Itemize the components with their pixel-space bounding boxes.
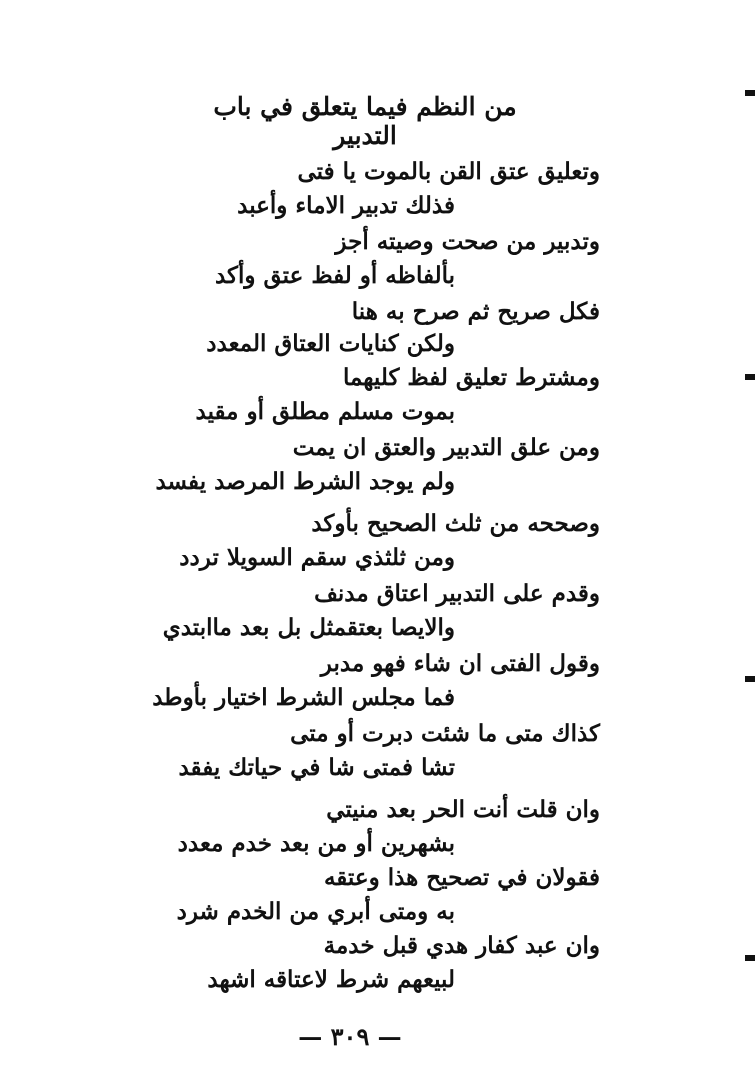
verse-line: ولكن كنايات العتاق المعدد: [206, 330, 455, 357]
verse-line: وتدبير من صحت وصيته أجز: [335, 228, 600, 255]
verse-line: وقدم على التدبير اعتاق مدنف: [314, 580, 600, 607]
verse-line: فكل صريح ثم صرح به هنا: [351, 298, 600, 325]
verse-line: ومن ثلثذي سقم السويلا تردد: [179, 544, 455, 571]
verse-line: وتعليق عتق القن بالموت يا فتى: [297, 158, 600, 185]
verse-line: فما مجلس الشرط اختيار بأوطد: [152, 684, 455, 711]
edge-mark: [745, 374, 755, 380]
verse-line: بألفاظه أو لفظ عتق وأكد: [214, 262, 455, 289]
verse-line: تشا فمتى شا في حياتك يفقد: [178, 754, 455, 781]
edge-mark: [745, 676, 755, 682]
verse-line: بموت مسلم مطلق أو مقيد: [195, 398, 455, 425]
verse-line: لبيعهم شرط لاعتاقه اشهد: [207, 966, 455, 993]
verse-line: فذلك تدبير الاماء وأعبد: [237, 192, 455, 219]
verse-line: ومشترط تعليق لفظ كليهما: [343, 364, 600, 391]
verse-line: وان قلت أنت الحر بعد منيتي: [326, 796, 600, 823]
edge-mark: [745, 955, 755, 961]
verse-line: وقول الفتى ان شاء فهو مدبر: [320, 650, 600, 677]
verse-line: كذاك متى ما شئت دبرت أو متى: [290, 720, 600, 747]
edge-mark: [745, 90, 755, 96]
page-number: — ٣٠٩ —: [298, 1022, 402, 1051]
verse-line: ولم يوجد الشرط المرصد يفسد: [155, 468, 455, 495]
verse-line: ومن علق التدبير والعتق ان يمت: [292, 434, 600, 461]
page-title: من النظم فيما يتعلق في باب التدبير: [213, 92, 517, 150]
verse-line: والايصا بعتقمثل بل بعد ماابتدي: [162, 614, 455, 641]
verse-line: وان عبد كفار هدي قبل خدمة: [323, 932, 600, 959]
verse-line: وصححه من ثلث الصحيح بأوكد: [311, 510, 600, 537]
verse-line: به ومتى أبري من الخدم شرد: [176, 898, 455, 925]
verse-line: بشهرين أو من بعد خدم معدد: [177, 830, 455, 857]
verse-line: فقولان في تصحيح هذا وعتقه: [323, 864, 600, 891]
